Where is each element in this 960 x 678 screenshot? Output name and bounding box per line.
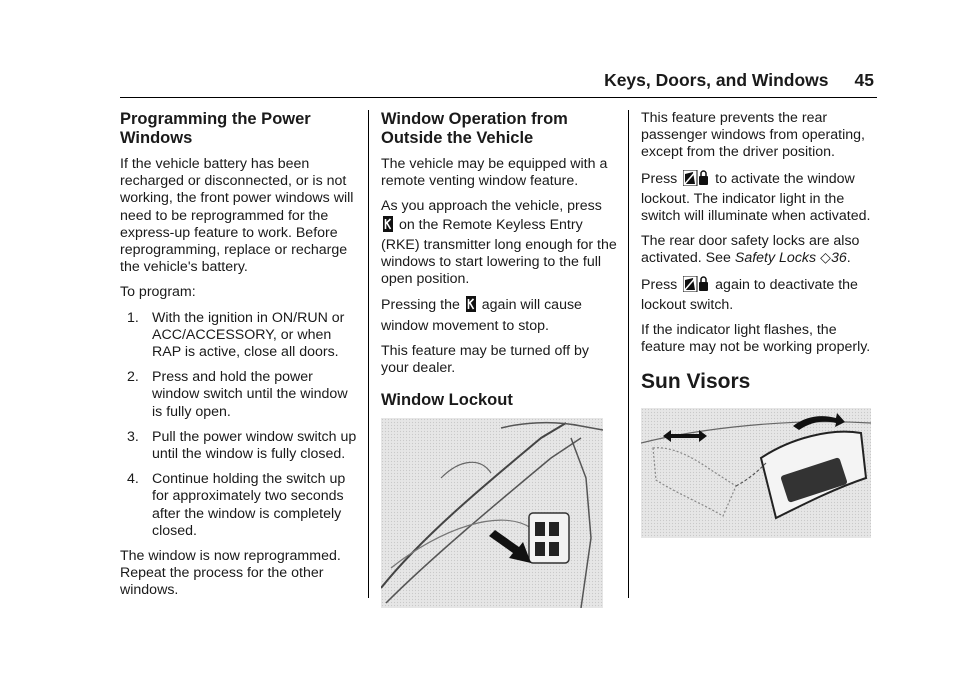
safety-locks-link[interactable]: Safety Locks	[734, 250, 817, 267]
column-divider	[368, 110, 369, 598]
lockout-purpose-text: This feature prevents the rear passenger windows from operating, except from the driver position.	[641, 110, 865, 161]
approach-text	[381, 198, 617, 288]
stop-text-start: Pressing the	[381, 297, 460, 314]
programming-intro: If the vehicle battery has been recharged or disconnected, or is not working, the front power windows will need to be reprogrammed for the express-up feature to work. Before reprogramming, replace or recharge the vehicle's battery.	[120, 156, 354, 276]
step-number: 3.	[127, 428, 139, 445]
list-item	[120, 471, 357, 540]
sun-visor-illustration	[641, 408, 871, 538]
safety-locks-page[interactable]: 36	[830, 250, 847, 267]
header-rule	[120, 97, 877, 98]
list-item	[120, 310, 357, 362]
heading-programming-windows: Programming the Power Windows	[120, 110, 311, 147]
list-item	[120, 369, 357, 421]
unlock-key-icon	[383, 216, 393, 237]
window-lockout-icon	[683, 276, 709, 297]
page-header	[604, 70, 874, 91]
window-lockout-illustration	[381, 418, 603, 608]
activate-text-start: Press	[641, 170, 678, 187]
unlock-key-icon	[466, 296, 476, 317]
step-number: 4.	[127, 471, 139, 488]
deactivate-text-start: Press	[641, 276, 678, 293]
sentence-end: .	[846, 250, 851, 267]
activate-text-end: to activate the window lockout. The indicator light in the switch will illuminate when activated.	[641, 170, 871, 225]
to-program-label: To program:	[120, 284, 196, 301]
column-3	[641, 110, 881, 552]
reprogrammed-note: The window is now reprogrammed. Repeat the process for the other windows.	[120, 548, 341, 599]
deactivate-text-end: again to deactivate the lockout switch.	[641, 276, 858, 313]
step-text: Press and hold the power window switch until the window is fully open.	[152, 369, 348, 420]
heading-sun-visors: Sun Visors	[641, 370, 751, 394]
approach-text-start: As you approach the vehicle, press	[381, 198, 602, 215]
stop-movement-text	[381, 296, 617, 334]
activate-lockout-text	[641, 170, 881, 226]
column-1	[120, 110, 357, 608]
heading-window-operation: Window Operation from Outside the Vehicle	[381, 110, 568, 147]
step-number: 1.	[127, 309, 139, 326]
safety-locks-text	[641, 233, 881, 267]
heading-window-lockout: Window Lockout	[381, 391, 513, 410]
step-number: 2.	[127, 369, 139, 386]
window-lockout-icon	[683, 170, 709, 191]
section-title: Keys, Doors, and Windows	[604, 70, 829, 90]
step-text: Continue holding the switch up for approximately two seconds after the window is completely closed.	[152, 471, 346, 539]
step-text: With the ignition in ON/RUN or ACC/ACCESSORY, or when RAP is active, close all doors.	[152, 309, 345, 361]
deactivate-lockout-text	[641, 276, 881, 314]
stop-text-end: again will cause window movement to stop.	[381, 297, 582, 334]
approach-text-end: on the Remote Keyless Entry (RKE) transmitter long enough for the windows to start lowering to the full open position.	[381, 216, 617, 288]
remote-venting-text: The vehicle may be equipped with a remote venting window feature.	[381, 156, 608, 190]
column-2	[381, 110, 617, 622]
list-item	[120, 429, 357, 463]
dealer-note: This feature may be turned off by your dealer.	[381, 342, 589, 377]
page-ref-icon: ◇	[820, 250, 831, 267]
indicator-flash-note: If the indicator light flashes, the feature may not be working properly.	[641, 322, 871, 356]
step-text: Pull the power window switch up until the window is fully closed.	[152, 428, 357, 463]
column-divider	[628, 110, 629, 598]
page-number: 45	[854, 70, 874, 90]
safety-text-start: The rear door safety locks are also activated. See	[641, 233, 860, 267]
program-steps	[120, 310, 357, 540]
